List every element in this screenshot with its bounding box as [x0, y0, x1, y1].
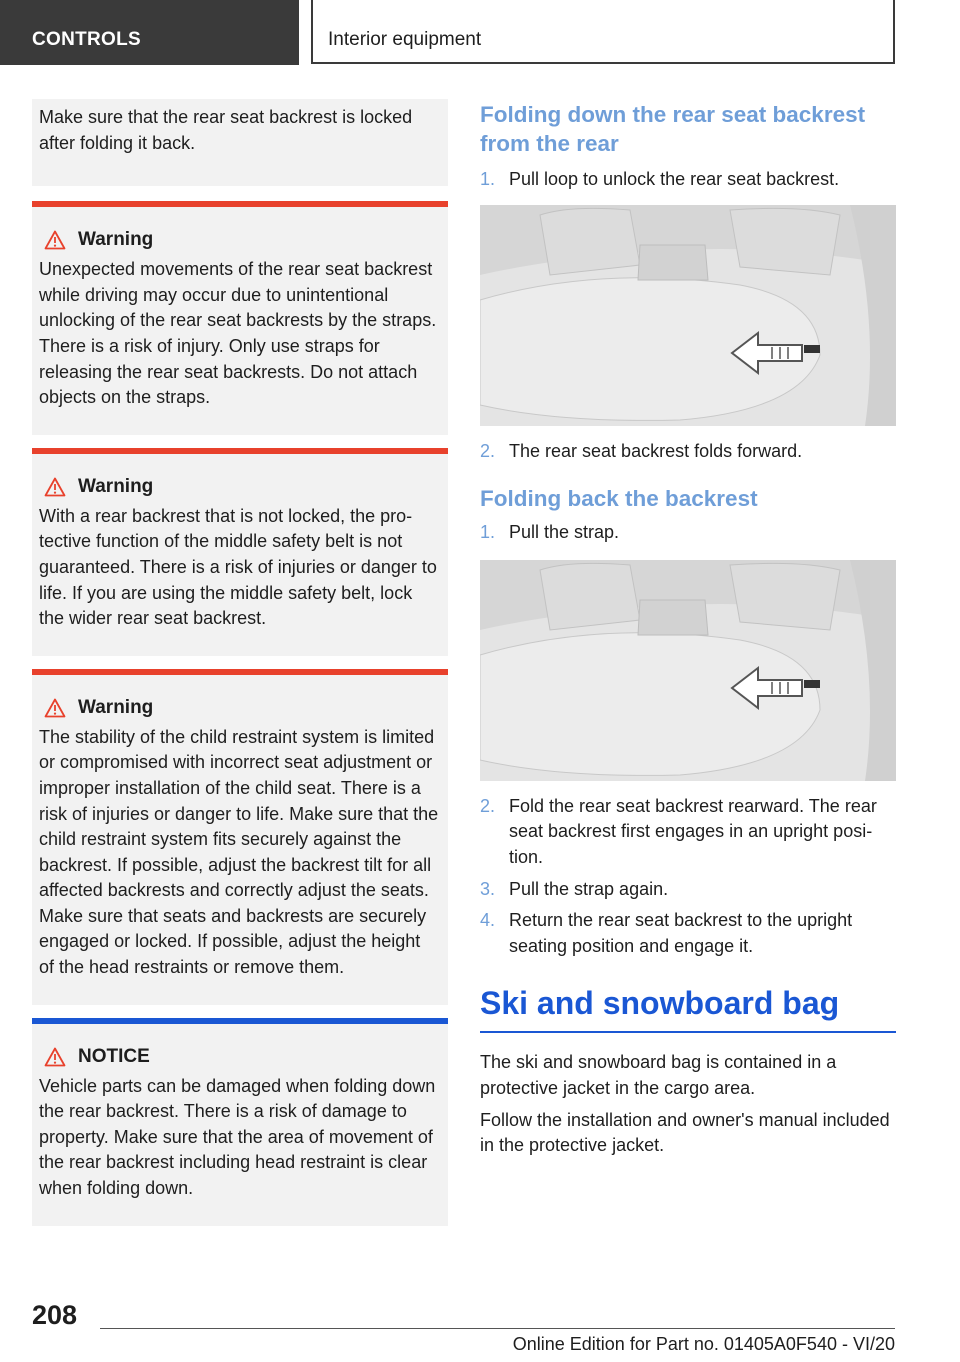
warning-title-3: Warning [39, 697, 440, 719]
rear-seat-photo-2 [480, 560, 896, 781]
rear-seat-illustration [480, 560, 896, 781]
ski-bag-paragraph-2: Follow the installation and owner's manual included in the protective jacket. [480, 1109, 890, 1156]
warning-box-2 [32, 448, 448, 656]
rear-seat-illustration [480, 205, 896, 426]
warning-text-2: With a rear backrest that is not locked, the protective function of the middle safety belt is not guaranteed. There is a risk of injuries or danger to life. If you are using the middle safety belt, lock the wider rear seat backrest. [39, 505, 437, 629]
left-column [32, 99, 448, 1226]
warning-triangle-icon [44, 230, 66, 250]
notice-triangle-icon [44, 1047, 66, 1067]
warning-title-1: Warning [39, 229, 440, 251]
warning-title-2: Warning [39, 476, 440, 498]
list-item: 1. Pull the strap. [480, 522, 620, 543]
heading-folding-down: Folding down the rear seat backrest from the rear [480, 102, 866, 156]
notice-box [32, 1018, 448, 1226]
warning-text-3: The stability of the child restraint system is limited or compromised with incorrect seat adjustment or improper installation of the child seat. There is a risk of injuries or danger to life. Make sure that the child restraint system fits securely against the backrest. If possible, adjust the backrest tilt for all affected backrests and correctly adjust the seats. Make sure that seats and backrests are securely engaged or locked. If possible, adjust the height of the head restraints or remove them. [39, 726, 439, 978]
warning-box-3 [32, 669, 448, 1005]
heading-folding-back: Folding back the backrest [480, 486, 758, 512]
list-item: 3. Pull the strap again. [480, 878, 669, 899]
footer-divider [100, 1328, 895, 1329]
chapter-tab [311, 0, 895, 64]
page-number: 208 [32, 1300, 78, 1330]
warning-box-1 [32, 201, 448, 435]
list-item: 2. The rear seat backrest folds forward. [480, 440, 803, 461]
warning-text-1: Unexpected movements of the rear seat backrest while driving may occur due to unintentional unlocking of the rear seat backrests by the straps. There is a risk of injury. Only use straps for releasing the rear seat backrests. Do not attach objects on the straps. [39, 259, 437, 408]
intro-note [32, 99, 448, 186]
list-item: 2. Fold the rear seat backrest rearward. The rear seat backrest first engages in an upright position. [480, 795, 877, 867]
section-tab [0, 0, 299, 65]
warning-triangle-icon [44, 477, 66, 497]
notice-title: NOTICE [39, 1046, 440, 1068]
footer-edition: Online Edition for Part no. 01405A0F540 - VI/20 [512, 1334, 895, 1354]
chapter-label: Interior equipment [328, 29, 482, 50]
right-column [480, 100, 896, 1159]
list-item: 4. Return the rear seat backrest to the upright seating position and engage it. [480, 910, 853, 956]
list-item: 1. Pull loop to unlock the rear seat backrest. [480, 169, 840, 189]
warning-triangle-icon [44, 698, 66, 718]
heading-ski-bag: Ski and snowboard bag [480, 983, 896, 1033]
intro-note-text: Make sure that the rear seat backrest is locked after folding it back. [39, 107, 413, 153]
ski-bag-paragraph-1: The ski and snowboard bag is contained in a protective jacket in the cargo area. [480, 1052, 837, 1098]
notice-text: Vehicle parts can be damaged when folding down the rear backrest. There is a risk of damage to property. Make sure that the area of movement of the rear backrest including head restraint is clear when folding down. [39, 1075, 436, 1199]
rear-seat-photo-1 [480, 205, 896, 426]
section-label: CONTROLS [32, 29, 142, 50]
